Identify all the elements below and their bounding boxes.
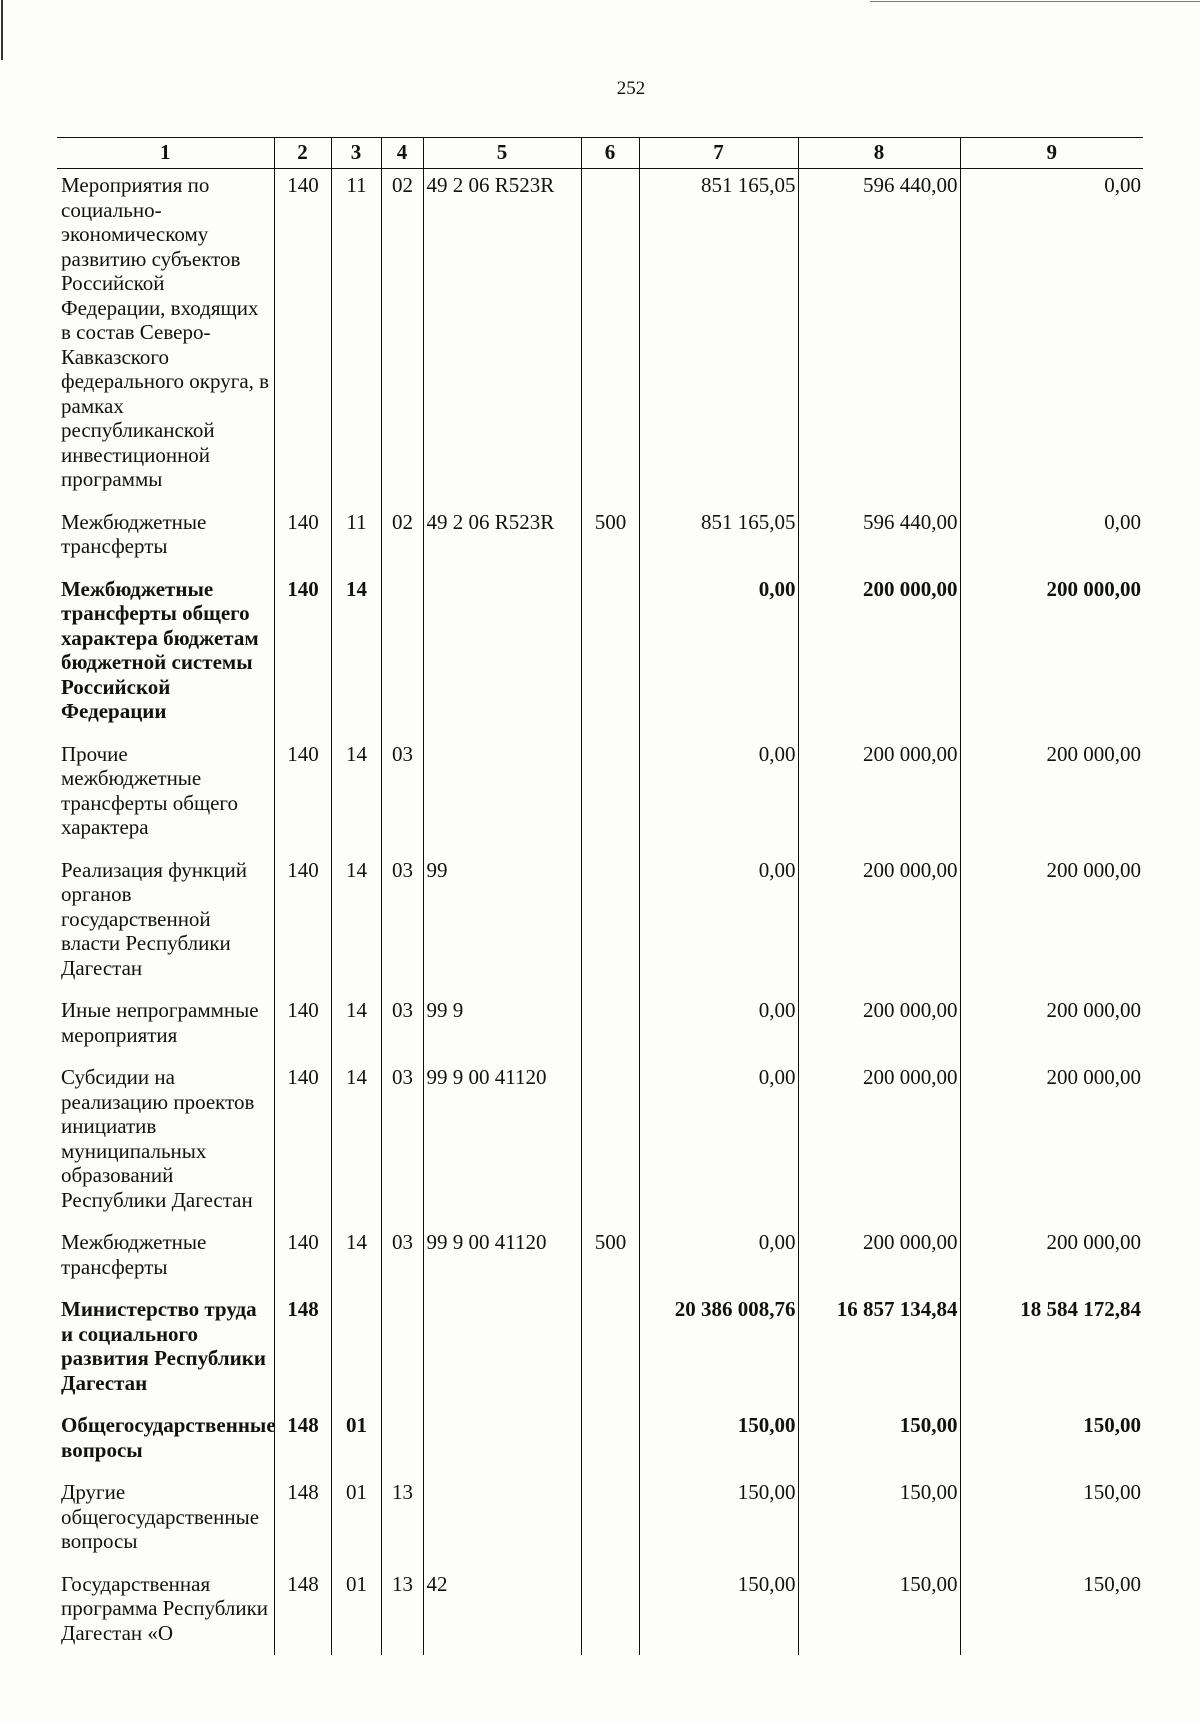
- header-col-5: 5: [423, 138, 581, 169]
- cell-col-3: 11: [331, 169, 381, 506]
- table-row: [57, 506, 1143, 573]
- cell-col-4: 02: [381, 506, 423, 573]
- cell-col-7: 150,00: [639, 1409, 798, 1476]
- cell-col-5: 49 2 06 R523R: [423, 506, 581, 573]
- cell-col-4: 03: [381, 738, 423, 854]
- cell-col-2: 148: [274, 1568, 331, 1656]
- cell-col-3: 11: [331, 506, 381, 573]
- table-row: [57, 1476, 1143, 1568]
- budget-table: [57, 137, 1143, 1655]
- cell-col-3: 14: [331, 854, 381, 995]
- cell-name: Прочие межбюджетные трансферты общего характера: [61, 741, 239, 839]
- cell-col-8: 150,00: [798, 1409, 960, 1476]
- cell-col-5: 99 9: [423, 994, 581, 1061]
- cell-col-3: 14: [331, 573, 381, 738]
- cell-col-9: 200 000,00: [960, 1061, 1143, 1226]
- header-col-4: 4: [381, 138, 423, 169]
- cell-col-2: 140: [274, 738, 331, 854]
- cell-col-5: 42: [423, 1568, 581, 1656]
- header-col-2: 2: [274, 138, 331, 169]
- cell-col-4: [381, 1293, 423, 1409]
- cell-col-6: [581, 854, 639, 995]
- cell-name: Реализация функций органов государственной власти Республики Дагестан: [61, 857, 247, 980]
- cell-col-2: 140: [274, 169, 331, 506]
- cell-col-7: 150,00: [639, 1476, 798, 1568]
- cell-col-6: [581, 169, 639, 506]
- cell-col-3: 01: [331, 1568, 381, 1656]
- cell-col-2: 140: [274, 1226, 331, 1293]
- table-row: [57, 1568, 1143, 1656]
- table-row: [57, 1409, 1143, 1476]
- cell-name: Министерство труда и социального развития Республики Дагестан: [61, 1297, 266, 1395]
- cell-col-7: 0,00: [639, 573, 798, 738]
- cell-col-2: 148: [274, 1409, 331, 1476]
- cell-col-7: 20 386 008,76: [639, 1293, 798, 1409]
- cell-col-2: 140: [274, 1061, 331, 1226]
- cell-col-7: 0,00: [639, 1061, 798, 1226]
- header-col-3: 3: [331, 138, 381, 169]
- cell-col-5: 99: [423, 854, 581, 995]
- cell-col-8: 200 000,00: [798, 573, 960, 738]
- table-row: [57, 994, 1143, 1061]
- cell-col-6: [581, 738, 639, 854]
- cell-col-3: 01: [331, 1409, 381, 1476]
- cell-col-3: 14: [331, 1061, 381, 1226]
- cell-col-6: [581, 1293, 639, 1409]
- cell-col-2: 140: [274, 506, 331, 573]
- cell-col-3: [331, 1293, 381, 1409]
- cell-col-9: 200 000,00: [960, 573, 1143, 738]
- table-row: [57, 738, 1143, 854]
- table-row: [57, 1293, 1143, 1409]
- table-row: [57, 169, 1143, 506]
- cell-col-8: 16 857 134,84: [798, 1293, 960, 1409]
- header-col-9: 9: [960, 138, 1143, 169]
- cell-col-4: 03: [381, 994, 423, 1061]
- cell-col-3: 14: [331, 1226, 381, 1293]
- cell-name: Государственная программа Республики Дагестан «О: [61, 1571, 269, 1645]
- cell-col-9: 150,00: [960, 1568, 1143, 1656]
- cell-col-3: 14: [331, 738, 381, 854]
- cell-col-5: [423, 1293, 581, 1409]
- cell-col-9: 200 000,00: [960, 854, 1143, 995]
- cell-col-2: 140: [274, 573, 331, 738]
- cell-col-7: 0,00: [639, 738, 798, 854]
- cell-col-5: [423, 1476, 581, 1568]
- cell-col-8: 200 000,00: [798, 738, 960, 854]
- cell-col-2: 140: [274, 994, 331, 1061]
- cell-col-4: 02: [381, 169, 423, 506]
- cell-col-6: [581, 994, 639, 1061]
- table-row: [57, 1226, 1143, 1293]
- cell-col-6: [581, 1476, 639, 1568]
- cell-col-7: 851 165,05: [639, 506, 798, 573]
- cell-col-9: 0,00: [960, 506, 1143, 573]
- cell-col-2: 140: [274, 854, 331, 995]
- cell-col-6: [581, 1568, 639, 1656]
- table-body: [57, 169, 1143, 1656]
- cell-col-7: 0,00: [639, 994, 798, 1061]
- cell-col-9: 18 584 172,84: [960, 1293, 1143, 1409]
- cell-col-3: 14: [331, 994, 381, 1061]
- header-col-7: 7: [639, 138, 798, 169]
- cell-col-4: 03: [381, 1226, 423, 1293]
- cell-col-6: [581, 1409, 639, 1476]
- header-col-6: 6: [581, 138, 639, 169]
- cell-col-3: 01: [331, 1476, 381, 1568]
- cell-col-4: 13: [381, 1568, 423, 1656]
- cell-col-8: 200 000,00: [798, 1226, 960, 1293]
- cell-col-9: 150,00: [960, 1409, 1143, 1476]
- cell-col-7: 851 165,05: [639, 169, 798, 506]
- cell-col-4: 03: [381, 1061, 423, 1226]
- cell-col-2: 148: [274, 1293, 331, 1409]
- cell-col-9: 200 000,00: [960, 994, 1143, 1061]
- cell-col-5: 49 2 06 R523R: [423, 169, 581, 506]
- cell-name: Иные непрограммные мероприятия: [61, 998, 259, 1047]
- cell-col-4: [381, 1409, 423, 1476]
- cell-col-9: 200 000,00: [960, 738, 1143, 854]
- scan-edge-line: [1, 0, 3, 60]
- cell-col-5: 99 9 00 41120: [423, 1226, 581, 1293]
- cell-col-8: 200 000,00: [798, 854, 960, 995]
- cell-col-8: 150,00: [798, 1476, 960, 1568]
- cell-name: Мероприятия по социально-экономическому развитию субъектов Российской Федерации, входящих в состав Северо-Кавказского федерального округа, в рамках республиканской инвестиционной программы: [61, 173, 270, 491]
- table-row: [57, 854, 1143, 995]
- scan-edge-line-top: [870, 1, 1200, 2]
- cell-col-9: 200 000,00: [960, 1226, 1143, 1293]
- cell-col-9: 150,00: [960, 1476, 1143, 1568]
- page-number: 252: [616, 78, 646, 99]
- cell-col-6: 500: [581, 506, 639, 573]
- cell-col-9: 0,00: [960, 169, 1143, 506]
- cell-name: Общегосударственные вопросы: [61, 1413, 276, 1462]
- cell-col-4: [381, 573, 423, 738]
- cell-name: Другие общегосударственные вопросы: [61, 1480, 260, 1553]
- cell-col-6: [581, 573, 639, 738]
- cell-name: Межбюджетные трансферты: [61, 509, 207, 558]
- cell-name: Субсидии на реализацию проектов инициатив муниципальных образований Республики Дагестан: [61, 1065, 255, 1212]
- cell-col-6: 500: [581, 1226, 639, 1293]
- cell-name: Межбюджетные трансферты: [61, 1230, 207, 1279]
- cell-col-5: 99 9 00 41120: [423, 1061, 581, 1226]
- cell-col-7: 0,00: [639, 1226, 798, 1293]
- cell-col-4: 03: [381, 854, 423, 995]
- cell-col-2: 148: [274, 1476, 331, 1568]
- header-col-1: 1: [57, 138, 274, 169]
- cell-col-6: [581, 1061, 639, 1226]
- table-header-row: [57, 138, 1143, 169]
- cell-col-8: 596 440,00: [798, 506, 960, 573]
- cell-name: Межбюджетные трансферты общего характера бюджетам бюджетной системы Российской Федерации: [61, 576, 259, 723]
- cell-col-8: 200 000,00: [798, 1061, 960, 1226]
- table-row: [57, 573, 1143, 738]
- header-col-8: 8: [798, 138, 960, 169]
- cell-col-8: 596 440,00: [798, 169, 960, 506]
- cell-col-5: [423, 573, 581, 738]
- cell-col-5: [423, 738, 581, 854]
- cell-col-4: 13: [381, 1476, 423, 1568]
- cell-col-5: [423, 1409, 581, 1476]
- cell-col-7: 150,00: [639, 1568, 798, 1656]
- cell-col-7: 0,00: [639, 854, 798, 995]
- table-row: [57, 1061, 1143, 1226]
- cell-col-8: 200 000,00: [798, 994, 960, 1061]
- cell-col-8: 150,00: [798, 1568, 960, 1656]
